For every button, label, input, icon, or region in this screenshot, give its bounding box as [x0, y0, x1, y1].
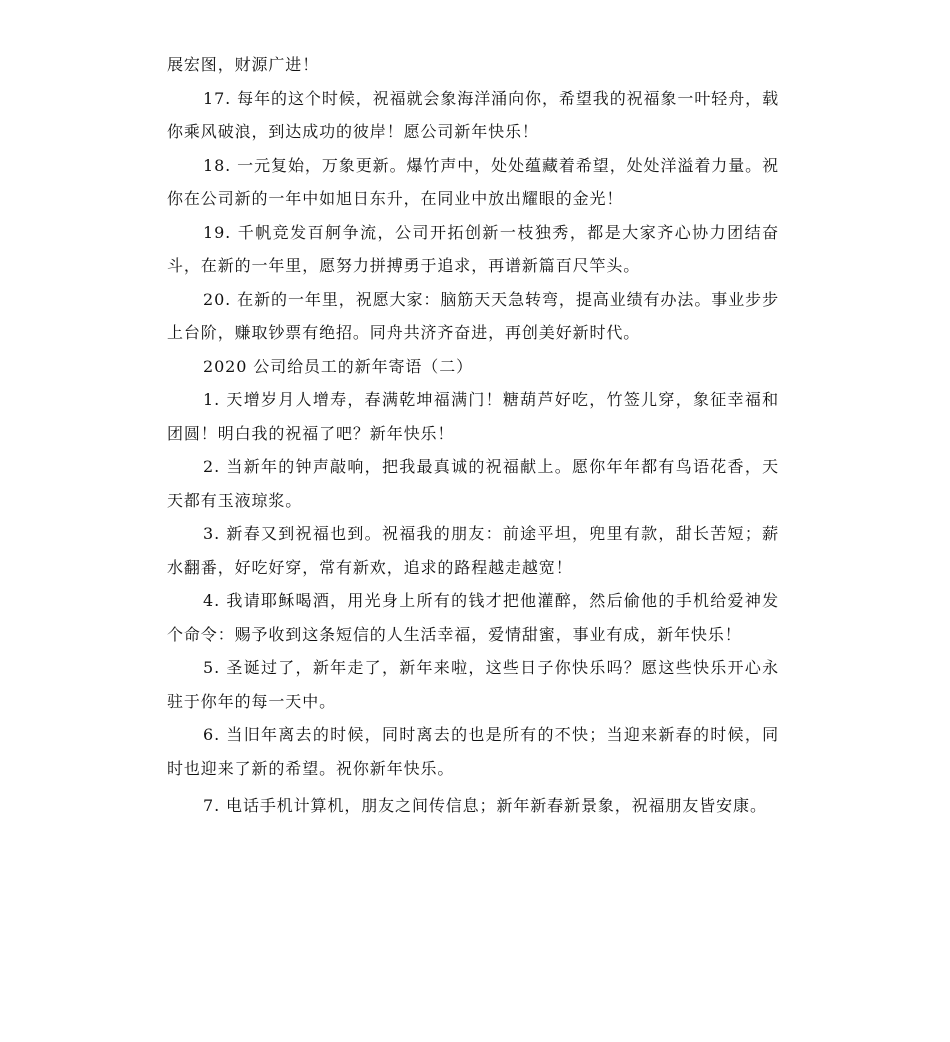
- paragraph-item-20: 20. 在新的一年里，祝愿大家：脑筋天天急转弯，提高业绩有办法。事业步步上台阶，赚取钞票有绝招。同舟共济齐奋进，再创美好新时代。: [167, 289, 779, 342]
- paragraph-item-7: 7. 电话手机计算机，朋友之间传信息；新年新春新景象，祝福朋友皆安康。: [203, 796, 767, 815]
- paragraph-item-2: 2. 当新年的钟声敲响，把我最真诚的祝福献上。愿你年年都有鸟语花香，天天都有玉液琼浆。: [167, 457, 779, 510]
- paragraph-item-3: 3. 新春又到祝福也到。祝福我的朋友：前途平坦，兜里有款，甜长苦短；薪水翻番，好吃好穿，常有新欢，追求的路程越走越宽！: [167, 524, 779, 577]
- paragraph-item-17: 17. 每年的这个时候，祝福就会象海洋涌向你，希望我的祝福象一叶轻舟，载你乘风破浪，到达成功的彼岸！愿公司新年快乐！: [167, 88, 779, 141]
- section-heading: 2020 公司给员工的新年寄语（二）: [203, 356, 474, 376]
- paragraph-item-19: 19. 千帆竞发百舸争流，公司开拓创新一枝独秀，都是大家齐心协力团结奋斗，在新的一年里，愿努力拼搏勇于追求，再谱新篇百尺竿头。: [167, 222, 779, 275]
- paragraph-continuation: 展宏图，财源广进！: [167, 55, 320, 74]
- paragraph-item-18: 18. 一元复始，万象更新。爆竹声中，处处蕴藏着希望，处处洋溢着力量。祝你在公司新的一年中如旭日东升，在同业中放出耀眼的金光！: [167, 155, 779, 208]
- paragraph-item-1: 1. 天增岁月人增寿，春满乾坤福满门！糖葫芦好吃，竹签儿穿，象征幸福和团圆！明白我的祝福了吧？新年快乐！: [167, 390, 779, 443]
- paragraph-item-6: 6. 当旧年离去的时候，同时离去的也是所有的不快；当迎来新春的时候，同时也迎来了新的希望。祝你新年快乐。: [167, 725, 779, 778]
- paragraph-item-4: 4. 我请耶稣喝酒，用光身上所有的钱才把他灌醉，然后偷他的手机给爱神发个命令：赐予收到这条短信的人生活幸福，爱情甜蜜，事业有成，新年快乐！: [167, 591, 779, 644]
- document-body: [167, 48, 779, 823]
- paragraph-item-5: 5. 圣诞过了，新年走了，新年来啦，这些日子你快乐吗？愿这些快乐开心永驻于你年的每一天中。: [167, 658, 779, 711]
